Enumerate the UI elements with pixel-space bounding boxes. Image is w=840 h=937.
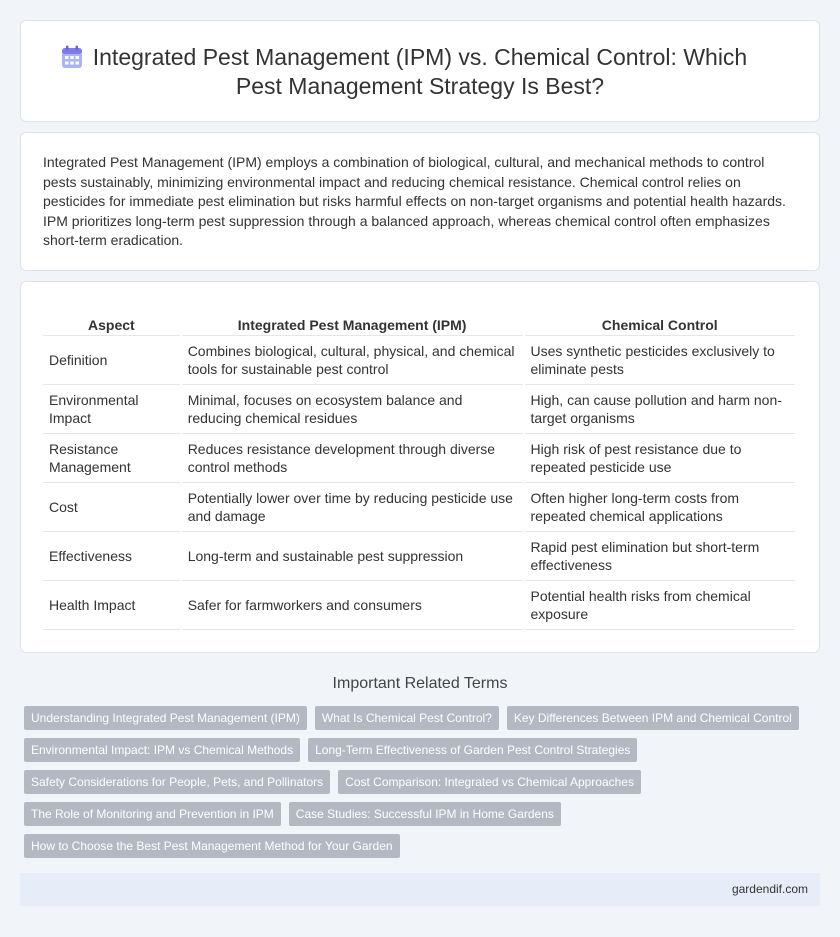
related-term-link[interactable]: Understanding Integrated Pest Management (IPM)	[24, 706, 307, 730]
row-ipm: Long-term and sustainable pest suppression	[182, 532, 523, 581]
footer	[20, 873, 820, 906]
table-row	[43, 336, 795, 385]
related-term-link[interactable]: Cost Comparison: Integrated vs Chemical Approaches	[338, 770, 641, 794]
related-term-link[interactable]: Case Studies: Successful IPM in Home Gardens	[289, 802, 561, 826]
header-ipm: Integrated Pest Management (IPM)	[182, 312, 523, 336]
row-ipm: Reduces resistance development through diverse control methods	[182, 434, 523, 483]
related-term-link[interactable]: The Role of Monitoring and Prevention in IPM	[24, 802, 281, 826]
table-row	[43, 434, 795, 483]
row-chemical: High risk of pest resistance due to repeated pesticide use	[525, 434, 795, 483]
header-card	[20, 20, 820, 122]
related-term-link[interactable]: Key Differences Between IPM and Chemical Control	[507, 706, 799, 730]
row-ipm: Minimal, focuses on ecosystem balance and reducing chemical residues	[182, 385, 523, 434]
row-chemical: Potential health risks from chemical exposure	[525, 581, 795, 630]
table-row	[43, 385, 795, 434]
page-title: Integrated Pest Management (IPM) vs. Chemical Control: Which Pest Management Strategy Is Best?	[92, 44, 748, 99]
footer-site-link[interactable]: gardendif.com	[731, 882, 808, 896]
table-row	[43, 532, 795, 581]
header-aspect: Aspect	[43, 312, 180, 336]
related-term-link[interactable]: What Is Chemical Pest Control?	[315, 706, 499, 730]
related-term-link[interactable]: Safety Considerations for People, Pets, and Pollinators	[24, 770, 330, 794]
row-aspect: Resistance Management	[43, 434, 180, 483]
row-chemical: Uses synthetic pesticides exclusively to eliminate pests	[525, 336, 795, 385]
row-chemical: High, can cause pollution and harm non-target organisms	[525, 385, 795, 434]
row-aspect: Environmental Impact	[43, 385, 180, 434]
related-term-link[interactable]: Long-Term Effectiveness of Garden Pest Control Strategies	[308, 738, 637, 762]
related-terms-list	[24, 706, 814, 858]
row-ipm: Safer for farmworkers and consumers	[182, 581, 523, 630]
header-chemical: Chemical Control	[525, 312, 795, 336]
row-chemical: Rapid pest elimination but short-term effectiveness	[525, 532, 795, 581]
related-terms-title: Important Related Terms	[332, 675, 508, 692]
related-term-link[interactable]: Environmental Impact: IPM vs Chemical Methods	[24, 738, 300, 762]
table-row	[43, 581, 795, 630]
row-ipm: Combines biological, cultural, physical, and chemical tools for sustainable pest control	[182, 336, 523, 385]
row-chemical: Often higher long-term costs from repeated chemical applications	[525, 483, 795, 532]
table-row	[43, 483, 795, 532]
related-term-link[interactable]: How to Choose the Best Pest Management Method for Your Garden	[24, 834, 400, 858]
row-aspect: Health Impact	[43, 581, 180, 630]
comparison-table	[41, 312, 797, 630]
intro-paragraph: Integrated Pest Management (IPM) employs a combination of biological, cultural, and mechanical methods to control pests sustainably, minimizing environmental impact and reducing chemical resistance. Chemical control relies on pesticides for immediate pest elimination but risks harmful effects on non-target organisms and potential health hazards. IPM prioritizes long-term pest suppression through a balanced approach, whereas chemical control often emphasizes short-term eradication.	[43, 154, 786, 249]
intro-card	[20, 132, 820, 271]
table-header-row	[43, 312, 795, 336]
comparison-table-card	[20, 281, 820, 653]
row-aspect: Definition	[43, 336, 180, 385]
row-aspect: Cost	[43, 483, 180, 532]
row-ipm: Potentially lower over time by reducing pesticide use and damage	[182, 483, 523, 532]
row-aspect: Effectiveness	[43, 532, 180, 581]
